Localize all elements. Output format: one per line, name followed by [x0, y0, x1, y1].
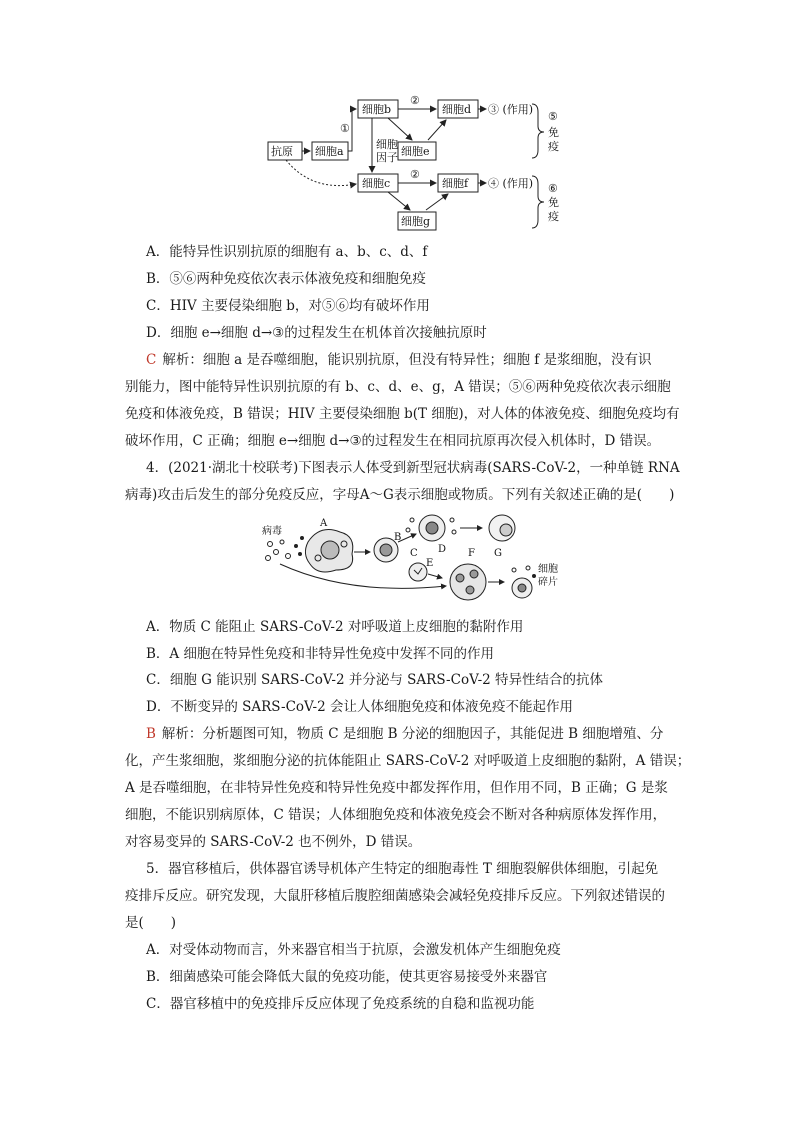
- cytokine-label-1: 细胞: [376, 138, 398, 151]
- q4-option-d: D．不断变异的 SARS-CoV-2 会让人体细胞免疫和体液免疫不能起作用: [146, 699, 573, 715]
- q3-analysis-line-4: 破坏作用，C 正确；细胞 e→细胞 d→③的过程发生在相同抗原再次侵入机体时，D 错误。: [125, 433, 661, 449]
- q3-analysis-line-1: C 解析：细胞 a 是吞噬细胞，能识别抗原，但没有特异性；细胞 f 是浆细胞，没有识: [146, 352, 652, 368]
- cell-f-label: 细胞f: [442, 177, 469, 190]
- q4-analysis-line-2: 化，产生浆细胞，浆细胞分泌的抗体能阻止 SARS-CoV-2 对呼吸道上皮细胞的黏附，A 错误；: [125, 753, 691, 769]
- letter-f: F: [468, 548, 475, 559]
- q5-option-a: A．对受体动物而言，外来器官相当于抗原，会激发机体产生细胞免疫: [146, 942, 561, 958]
- step-1-label: ①: [340, 122, 350, 135]
- q5-option-b: B．细菌感染可能会降低大鼠的免疫功能，使其更容易接受外来器官: [146, 969, 548, 985]
- q3-option-c: C．HIV 主要侵染细胞 b，对⑤⑥均有破坏作用: [146, 298, 430, 314]
- q4-option-c: C．细胞 G 能识别 SARS-CoV-2 并分泌与 SARS-CoV-2 特异性结合的抗体: [146, 672, 604, 688]
- effect-3-label: ③ (作用): [488, 103, 534, 116]
- debris-label-1: 细胞: [538, 564, 558, 575]
- q4-analysis-line-5: 对容易变异的 SARS-CoV-2 也不例外，D 错误。: [125, 834, 422, 850]
- immune-5-number: ⑤: [548, 110, 558, 123]
- cell-g-label: 细胞g: [401, 215, 431, 228]
- effect-4-label: ④ (作用): [488, 177, 534, 190]
- q5-stem-line-3: 是( ): [125, 915, 177, 931]
- q4-answer: B: [146, 726, 156, 742]
- immune-6-label-2: 疫: [548, 210, 559, 223]
- q4-analysis-line-4: 细胞，不能识别病原体，C 错误；人体细胞免疫和体液免疫会不断对各种病原体发挥作用，: [125, 807, 667, 823]
- q3-option-a: A．能特异性识别抗原的细胞有 a、b、c、d、f: [146, 244, 428, 260]
- cell-b-label: 细胞b: [362, 103, 392, 116]
- antigen-label: 抗原: [271, 145, 293, 158]
- q3-answer: C: [146, 352, 157, 368]
- virus-immune-figure: [260, 512, 570, 610]
- step-2-top-label: ②: [410, 94, 420, 107]
- q4-option-a: A．物质 C 能阻止 SARS-CoV-2 对呼吸道上皮细胞的黏附作用: [146, 619, 524, 635]
- immune-6-label-1: 免: [548, 196, 559, 209]
- cell-a-label: 细胞a: [315, 145, 344, 158]
- cell-c-label: 细胞c: [362, 177, 391, 190]
- q4-analysis-line-1: B 解析：分析题图可知，物质 C 是细胞 B 分泌的细胞因子，其能促进 B 细胞增殖、分: [146, 726, 664, 742]
- q5-stem-line-2: 疫排斥反应。研究发现，大鼠肝移植后腹腔细菌感染会减轻免疫排斥反应。下列叙述错误的: [125, 888, 665, 904]
- q4-analysis-line-3: A 是吞噬细胞，在非特异性免疫和特异性免疫中都发挥作用，但作用不同，B 正确；G 是浆: [125, 780, 668, 796]
- letter-d: D: [438, 544, 447, 555]
- q3-analysis-line-2: 别能力，图中能特异性识别抗原的有 b、c、d、e、g，A 错误；⑤⑥两种免疫依次表示细胞: [125, 379, 671, 395]
- letter-c: C: [410, 548, 418, 559]
- q4-stem-line-2: 病毒)攻击后发生的部分免疫反应，字母A～G表示细胞或物质。下列有关叙述正确的是( ): [125, 487, 675, 503]
- q5-option-c: C．器官移植中的免疫排斥反应体现了免疫系统的自稳和监视功能: [146, 996, 535, 1012]
- immune-flow-diagram: [262, 92, 572, 234]
- cell-e-label: 细胞e: [401, 145, 430, 158]
- immune-6-number: ⑥: [548, 182, 558, 195]
- q4-stem-line-1: 4．(2021·湖北十校联考)下图表示人体受到新型冠状病毒(SARS-CoV-2，一种单链 RNA: [146, 460, 680, 476]
- immune-5-label-2: 疫: [548, 140, 559, 153]
- q5-stem-line-1: 5．器官移植后，供体器官诱导机体产生特定的细胞毒性 T 细胞裂解供体细胞，引起免: [146, 861, 659, 877]
- letter-a: A: [320, 518, 328, 529]
- q3-option-d: D．细胞 e→细胞 d→③的过程发生在机体首次接触抗原时: [146, 325, 487, 341]
- cytokine-label-2: 因子: [376, 151, 398, 164]
- letter-b: B: [394, 532, 402, 543]
- virus-label: 病毒: [262, 526, 282, 537]
- immune-5-label-1: 免: [548, 126, 559, 139]
- debris-label-2: 碎片: [538, 577, 558, 588]
- q3-analysis-line-3: 免疫和体液免疫，B 错误；HIV 主要侵染细胞 b(T 细胞)，对人体的体液免疫、细胞免疫均有: [125, 406, 680, 422]
- cell-d-label: 细胞d: [442, 103, 472, 116]
- letter-g: G: [494, 548, 502, 559]
- step-2-bottom-label: ②: [410, 168, 420, 181]
- q4-option-b: B．A 细胞在特异性免疫和非特异性免疫中发挥不同的作用: [146, 646, 494, 662]
- letter-e: E: [426, 558, 434, 569]
- q3-option-b: B．⑤⑥两种免疫依次表示体液免疫和细胞免疫: [146, 271, 426, 287]
